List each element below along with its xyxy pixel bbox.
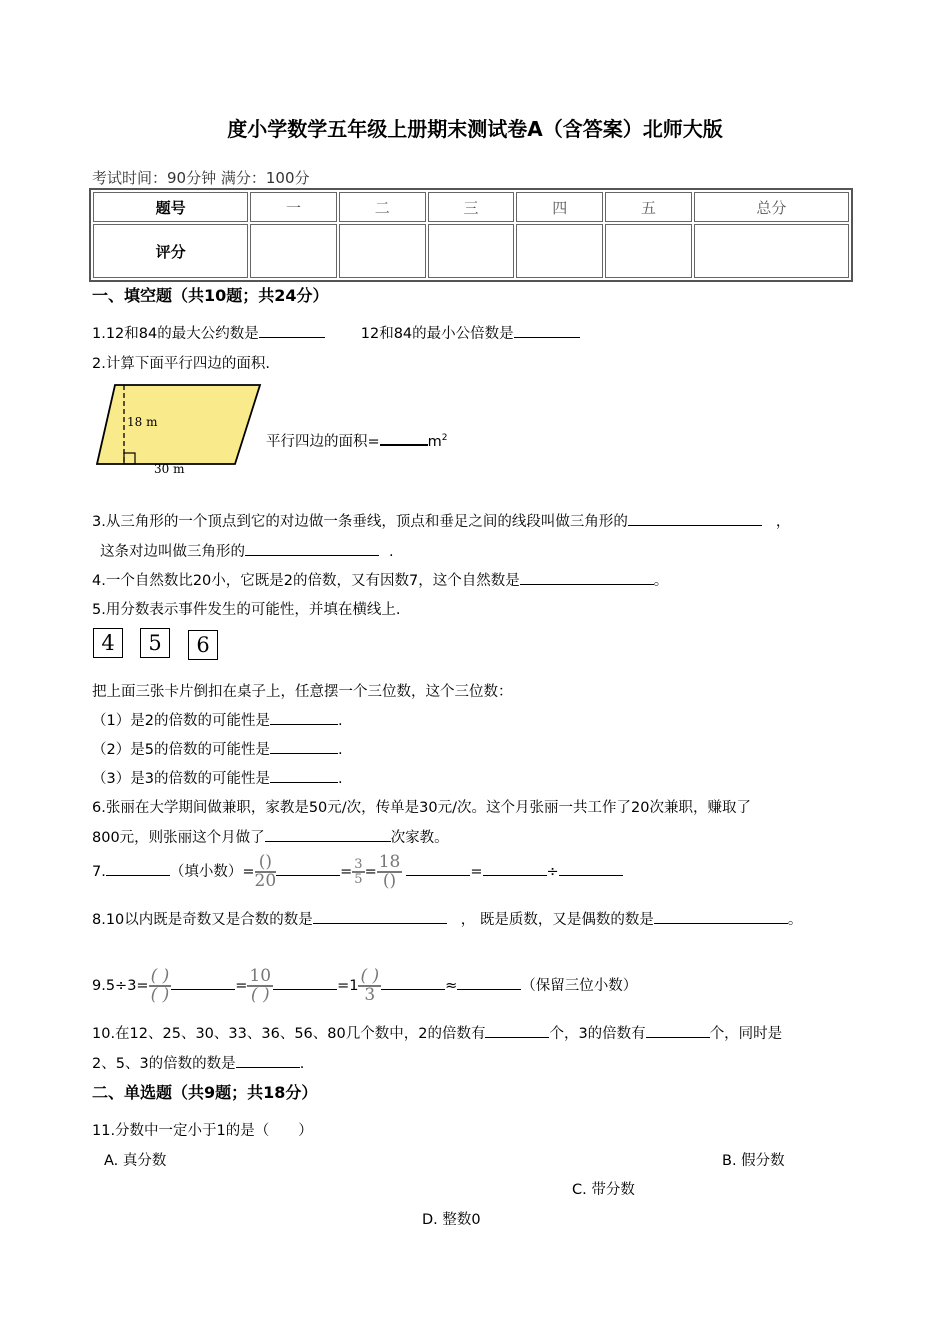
answer-blank[interactable]	[259, 323, 325, 338]
answer-blank[interactable]	[245, 541, 379, 556]
answer-blank[interactable]	[646, 1023, 710, 1038]
answer-blank[interactable]	[380, 430, 428, 446]
question-2-text: 2.计算下面平行四边的面积.	[92, 356, 270, 372]
answer-blank[interactable]	[628, 511, 762, 526]
q10-text-mid: 个，3的倍数有	[549, 1026, 646, 1042]
q8-end: 。	[787, 912, 803, 928]
page-title: 度小学数学五年级上册期末测试卷A（含答案）北师大版	[227, 117, 723, 141]
answer-blank[interactable]	[236, 1053, 300, 1068]
question-10-line1	[92, 1022, 782, 1043]
score-col-total: 总分	[694, 192, 849, 222]
section-1-heading: 一、填空题（共10题；共24分）	[92, 286, 329, 305]
question-5-item-3	[92, 767, 343, 788]
answer-blank[interactable]	[265, 827, 391, 842]
q7-fraction-1: $\frac{()}{20}$	[254, 852, 277, 891]
q5-item-end: .	[337, 742, 343, 758]
area-unit-superscript: 2	[441, 433, 448, 444]
score-col-5: 五	[605, 192, 692, 222]
q5-item-label: （1）是2的倍数的可能性是	[92, 713, 270, 729]
answer-blank[interactable]	[514, 323, 580, 338]
answer-blank[interactable]	[270, 739, 338, 754]
answer-blank[interactable]	[276, 861, 340, 876]
answer-blank[interactable]	[270, 768, 338, 783]
question-9	[92, 958, 637, 1014]
q9-fraction-2: $\frac{10}{( )}$	[249, 966, 272, 1005]
question-6-line1: 6.张丽在大学期间做兼职，家教是50元/次，传单是30元/次。这个月张丽一共工作了20次兼职，赚取了	[92, 800, 751, 816]
q5-item-end: .	[337, 771, 343, 787]
question-5-item-1	[92, 709, 343, 730]
base-label: 30 m	[154, 462, 185, 476]
section-2-heading: 二、单选题（共9题；共18分）	[92, 1083, 318, 1102]
q7-hint: （填小数）=	[169, 864, 255, 880]
answer-blank[interactable]	[171, 975, 235, 990]
option-b[interactable]: B. 假分数	[722, 1153, 785, 1169]
answer-blank[interactable]	[485, 1023, 549, 1038]
q5-item-end: .	[337, 713, 343, 729]
q1-part-b: 12和84的最小公倍数是	[360, 326, 514, 342]
question-6-line2	[92, 826, 449, 847]
q3-end: .	[389, 544, 394, 560]
q10-text-line2: 2、5、3的倍数的数是	[92, 1056, 236, 1072]
q1-part-a: 1.12和84的最大公约数是	[92, 326, 259, 342]
answer-blank[interactable]	[654, 909, 788, 924]
score-cell[interactable]	[605, 224, 692, 278]
answer-blank[interactable]	[406, 861, 470, 876]
score-col-4: 四	[516, 192, 603, 222]
score-col-2: 二	[339, 192, 426, 222]
q8-part-a: 8.10以内既是奇数又是合数的数是	[92, 912, 313, 928]
option-c[interactable]: C. 带分数	[572, 1182, 635, 1198]
score-col-1: 一	[250, 192, 337, 222]
score-col-3: 三	[428, 192, 515, 222]
area-prefix: 平行四边的面积=	[266, 434, 380, 450]
q9-approx: ≈	[445, 978, 458, 994]
question-8	[92, 908, 802, 929]
q6-text: 800元，则张丽这个月做了	[92, 830, 265, 846]
q4-text: 4.一个自然数比20小，它既是2的倍数，又有因数7，这个自然数是	[92, 573, 520, 589]
score-table-score-row	[93, 224, 849, 278]
q7-equals: =	[470, 864, 483, 880]
answer-blank[interactable]	[559, 861, 623, 876]
q6-text-end: 次家教。	[390, 830, 449, 846]
q10-end: .	[299, 1056, 305, 1072]
question-10-line2	[92, 1052, 304, 1073]
question-5-intro: 把上面三张卡片倒扣在桌子上，任意摆一个三位数，这个三位数：	[92, 684, 513, 700]
q9-equals-one: =1	[337, 978, 359, 994]
q9-fraction-3: $\frac{( )}{3}$	[360, 966, 380, 1005]
q9-prefix: 9.5÷3=	[92, 978, 149, 994]
score-table-header-row	[93, 192, 849, 222]
question-5-item-2	[92, 738, 343, 759]
answer-blank[interactable]	[520, 570, 654, 585]
option-a[interactable]: A. 真分数	[104, 1153, 167, 1169]
q7-fraction-3: $\frac{18}{()}$	[378, 852, 401, 891]
answer-blank[interactable]	[457, 975, 521, 990]
q9-equals: =	[235, 978, 248, 994]
question-3-line1	[92, 510, 790, 531]
q7-equals: =	[364, 864, 377, 880]
score-cell[interactable]	[250, 224, 337, 278]
q9-note: （保留三位小数）	[521, 978, 638, 994]
q5-item-label: （2）是5的倍数的可能性是	[92, 742, 270, 758]
q9-fraction-1: $\frac{( )}{( )}$	[150, 966, 170, 1005]
score-cell[interactable]	[694, 224, 849, 278]
answer-blank[interactable]	[313, 909, 447, 924]
question-5-text: 5.用分数表示事件发生的可能性，并填在横线上.	[92, 602, 401, 618]
score-table-row1-label: 题号	[93, 192, 248, 222]
q4-end: 。	[653, 573, 669, 589]
question-4	[92, 569, 668, 590]
number-card-6: 6	[188, 630, 218, 660]
answer-blank[interactable]	[273, 975, 337, 990]
height-label: 18 m	[127, 415, 158, 429]
exam-info: 考试时间：90分钟 满分：100分	[92, 169, 310, 187]
option-d[interactable]: D. 整数0	[422, 1212, 481, 1228]
question-7	[92, 850, 623, 894]
q3-text: 3.从三角形的一个顶点到它的对边做一条垂线，顶点和垂足之间的线段叫做三角形的	[92, 514, 628, 530]
score-cell[interactable]	[339, 224, 426, 278]
number-card-4: 4	[93, 628, 123, 658]
q8-part-b: ， 既是质数，又是偶数的数是	[460, 912, 654, 928]
parallelogram-shape	[97, 385, 260, 464]
q5-item-label: （3）是3的倍数的可能性是	[92, 771, 270, 787]
answer-blank[interactable]	[106, 861, 170, 876]
area-unit: m	[427, 434, 442, 450]
q7-equals: =	[340, 864, 353, 880]
q3-comma: ，	[775, 514, 791, 530]
q10-text-end: 个，同时是	[709, 1026, 783, 1042]
q10-text: 10.在12、25、30、33、36、56、80几个数中，2的倍数有	[92, 1026, 486, 1042]
score-cell[interactable]	[428, 224, 515, 278]
score-table	[89, 188, 853, 282]
answer-blank[interactable]	[381, 975, 445, 990]
question-3-line2	[100, 540, 394, 561]
q7-fraction-2: $\frac{3}{5}$	[354, 857, 363, 887]
question-11-text: 11.分数中一定小于1的是（ ）	[92, 1123, 313, 1139]
area-answer-line	[266, 430, 448, 451]
question-1	[92, 322, 580, 343]
score-table-row2-label: 评分	[93, 224, 248, 278]
number-card-5: 5	[140, 628, 170, 658]
answer-blank[interactable]	[483, 861, 547, 876]
q7-divide: ÷	[546, 864, 559, 880]
score-cell[interactable]	[516, 224, 603, 278]
q3-text-line2: 这条对边叫做三角形的	[100, 544, 245, 560]
answer-blank[interactable]	[270, 710, 338, 725]
q7-prefix: 7.	[92, 864, 106, 880]
